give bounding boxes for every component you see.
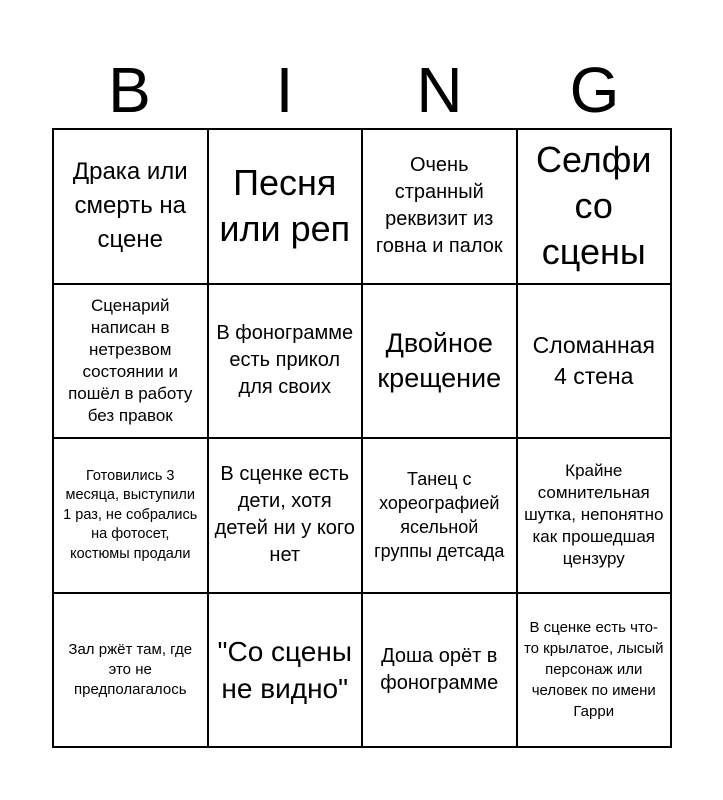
cell-text: Танец с хореографией ясельной группы детсада — [374, 469, 505, 562]
cell-text: Двойное крещение — [377, 327, 502, 393]
bingo-cell[interactable] — [54, 285, 209, 440]
bingo-cell[interactable] — [209, 285, 364, 440]
bingo-cell[interactable] — [363, 594, 518, 749]
bingo-cell[interactable] — [363, 439, 518, 594]
header-letter-g: G — [569, 54, 620, 126]
cell-text: "Со сцены не видно" — [217, 635, 352, 704]
cell-text: В фонограмме есть прикол для своих — [216, 322, 354, 399]
bingo-cell[interactable] — [209, 594, 364, 749]
cell-text: Доша орёт в фонограмме — [380, 644, 499, 694]
bingo-cell[interactable] — [209, 130, 364, 285]
bingo-cell[interactable] — [518, 130, 673, 285]
bingo-cell[interactable] — [54, 594, 209, 749]
cell-text: В сценке есть что-то крылатое, лысый персонаж или человек по имени Гарри — [523, 619, 664, 721]
header-letter-b: B — [108, 54, 151, 126]
cell-text: Зал ржёт там, где это не предполагалось — [68, 640, 193, 698]
bingo-cell[interactable] — [363, 285, 518, 440]
cell-text: Крайне сомнительная шутка, непонятно как прошедшая цензуру — [524, 461, 664, 569]
bingo-cell[interactable] — [518, 439, 673, 594]
header-letter-n: N — [416, 54, 463, 126]
header-letter-i: I — [275, 54, 294, 126]
cell-text: Песня или реп — [219, 162, 351, 250]
cell-text: В сценке есть дети, хотя детей ни у кого нет — [214, 463, 355, 567]
bingo-header — [52, 52, 672, 128]
bingo-cell[interactable] — [54, 130, 209, 285]
cell-text: Сценарий написан в нетрезвом состоянии и пошёл в работу без правок — [68, 295, 193, 425]
bingo-cell[interactable] — [518, 594, 673, 749]
bingo-cell[interactable] — [54, 439, 209, 594]
cell-text: Готовились 3 месяца, выступили 1 раз, не собрались на фотосет, костюмы продали — [63, 467, 198, 562]
bingo-grid — [52, 128, 672, 748]
bingo-cell[interactable] — [209, 439, 364, 594]
cell-text: Драка или смерть на сцене — [72, 158, 188, 254]
bingo-cell[interactable] — [363, 130, 518, 285]
cell-text: Сломанная 4 стена — [532, 331, 655, 389]
bingo-cell[interactable] — [518, 285, 673, 440]
cell-text: Очень странный реквизит из говна и палок — [375, 154, 503, 258]
cell-text: Селфи со сцены — [535, 139, 652, 273]
